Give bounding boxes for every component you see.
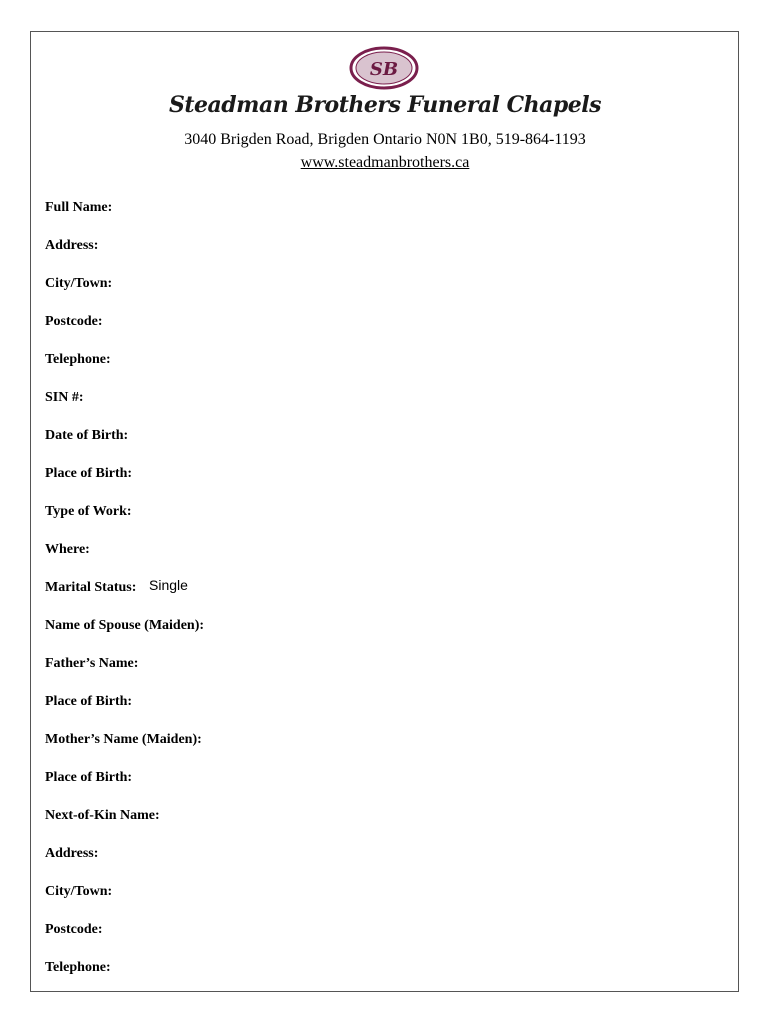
field-kin-city-town: City/Town: (45, 884, 113, 899)
field-father-name: Father’s Name: (45, 656, 139, 671)
field-spouse-name: Name of Spouse (Maiden): (45, 618, 205, 633)
field-father-place-of-birth: Place of Birth: (45, 694, 133, 709)
marital-status-value[interactable]: Single (149, 577, 188, 593)
field-next-of-kin-name: Next-of-Kin Name: (45, 808, 160, 823)
field-kin-telephone: Telephone: (45, 960, 111, 975)
page-title: Steadman Brothers Funeral Chapels (169, 92, 601, 118)
field-telephone: Telephone: (45, 352, 111, 367)
logo-icon (349, 46, 419, 90)
field-sin: SIN #: (45, 390, 84, 405)
field-place-of-birth: Place of Birth: (45, 466, 133, 481)
field-where: Where: (45, 542, 90, 557)
website-line (0, 154, 770, 172)
field-marital-status: Marital Status: (45, 580, 137, 595)
field-kin-postcode: Postcode: (45, 922, 103, 937)
field-type-of-work: Type of Work: (45, 504, 132, 519)
page-border (30, 31, 739, 992)
field-date-of-birth: Date of Birth: (45, 428, 129, 443)
field-mother-name: Mother’s Name (Maiden): (45, 732, 202, 747)
field-kin-address: Address: (45, 846, 99, 861)
field-postcode: Postcode: (45, 314, 103, 329)
company-address: 3040 Brigden Road, Brigden Ontario N0N 1B0, 519-864-1193 (184, 131, 586, 148)
field-full-name: Full Name: (45, 200, 113, 215)
logo-monogram: SB (369, 59, 399, 80)
website-link[interactable]: www.steadmanbrothers.ca (300, 154, 470, 171)
field-city-town: City/Town: (45, 276, 113, 291)
field-address: Address: (45, 238, 99, 253)
field-mother-place-of-birth: Place of Birth: (45, 770, 133, 785)
